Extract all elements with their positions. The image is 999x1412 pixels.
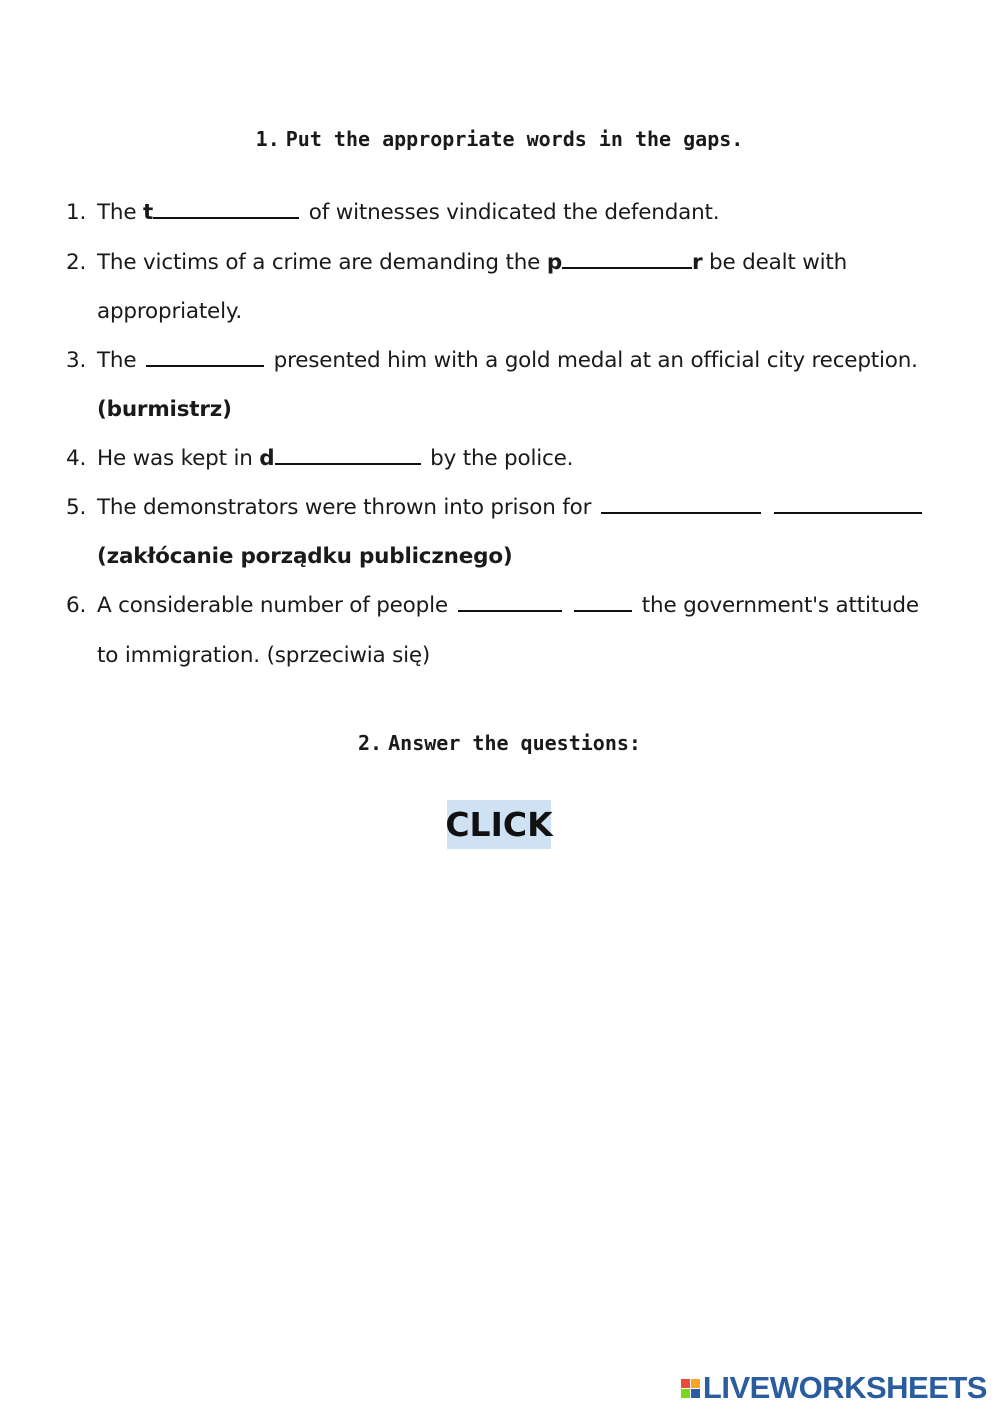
- item-text: The victims of a crime are demanding the: [97, 250, 547, 275]
- item-text: The: [97, 200, 144, 225]
- item-text: the government's attitude: [635, 593, 919, 618]
- item-number: 1.: [66, 200, 87, 225]
- item-hint: (burmistrz): [97, 397, 232, 422]
- item-text: be dealt with: [702, 250, 848, 275]
- click-button[interactable]: CLICK: [447, 800, 551, 849]
- answer-gap[interactable]: [146, 365, 264, 367]
- item-text: of witnesses vindicated the defendant.: [302, 200, 720, 225]
- answer-gap[interactable]: [601, 512, 761, 514]
- item-number: 2.: [66, 250, 87, 275]
- answer-gap[interactable]: [458, 610, 562, 612]
- section-2-number: 2.: [358, 731, 383, 755]
- item-number: 3.: [66, 348, 87, 373]
- section-2-heading: [0, 731, 999, 755]
- answer-gap[interactable]: [153, 217, 299, 219]
- item-text: to immigration. (sprzeciwia się): [97, 643, 431, 668]
- logo-icon: [681, 1379, 700, 1398]
- item-text: appropriately.: [97, 299, 242, 324]
- section-1-number: 1.: [255, 127, 280, 151]
- item-text: A considerable number of people: [97, 593, 455, 618]
- section-1-title: Put the appropriate words in the gaps.: [285, 127, 744, 151]
- section-2-title: Answer the questions:: [388, 731, 641, 755]
- item-number: 4.: [66, 446, 87, 471]
- liveworksheets-logo: [681, 1370, 987, 1406]
- section-1-heading: [0, 127, 999, 151]
- item-hint-letter: r: [692, 250, 703, 275]
- item-text: The demonstrators were thrown into prison for: [97, 495, 598, 520]
- item-text: by the police.: [423, 446, 574, 471]
- item-hint-letter: t: [143, 200, 154, 225]
- item-text: presented him with a gold medal at an official city reception.: [267, 348, 918, 373]
- answer-gap[interactable]: [275, 463, 421, 465]
- item-text: The: [97, 348, 144, 373]
- item-text: He was kept in: [97, 446, 260, 471]
- answer-gap[interactable]: [774, 512, 922, 514]
- answer-gap[interactable]: [562, 267, 692, 269]
- item-number: 5.: [66, 495, 87, 520]
- brand-name: LIVEWORKSHEETS: [702, 1370, 987, 1405]
- item-number: 6.: [66, 593, 87, 618]
- answer-gap[interactable]: [574, 610, 632, 612]
- item-hint-letter: p: [546, 250, 563, 275]
- item-hint-letter: d: [259, 446, 275, 471]
- item-hint: (zakłócanie porządku publicznego): [97, 544, 513, 569]
